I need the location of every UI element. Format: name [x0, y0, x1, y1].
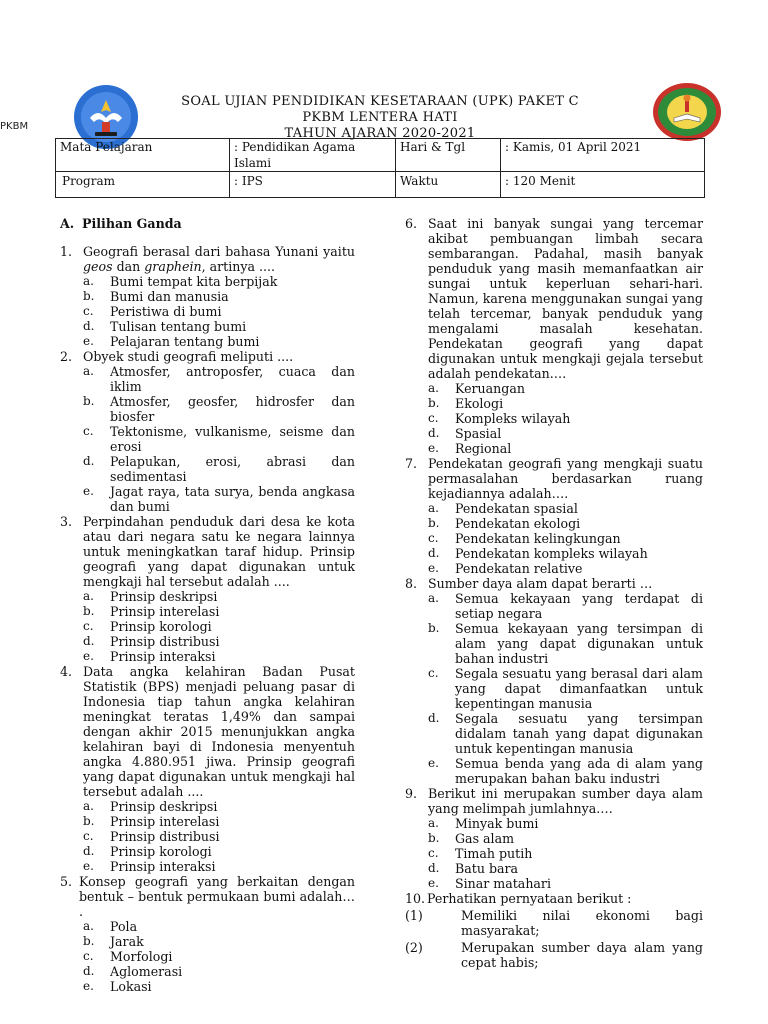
- question-9: [405, 786, 703, 816]
- question-10: [405, 891, 703, 906]
- question-2: [60, 349, 355, 364]
- option-d: d. Prinsip korologi: [83, 844, 212, 859]
- option-b: b. Prinsip interelasi: [83, 814, 220, 829]
- question-number: 2.: [60, 349, 73, 364]
- question-number: 3.: [60, 514, 73, 529]
- option-b: b. Ekologi: [428, 396, 504, 411]
- option-c: c. Prinsip korologi: [83, 619, 212, 634]
- subject-label: Mata Pelajaran: [56, 139, 230, 172]
- options-5: [60, 919, 355, 994]
- question-number: 9.: [405, 786, 418, 801]
- option-a: a. Prinsip deskripsi: [83, 799, 218, 814]
- options-1: [60, 274, 355, 349]
- pkbm-lentera-hati-logo: [652, 82, 722, 142]
- option-c: c. Kompleks wilayah: [428, 411, 571, 426]
- question-number: 6.: [405, 216, 418, 231]
- exam-header: [140, 94, 620, 142]
- header-year: TAHUN AJARAN 2020-2021: [284, 126, 476, 141]
- options-2: [60, 364, 355, 514]
- statement-2: (2) Merupakan sumber daya alam yang cepat habis;: [405, 940, 703, 970]
- header-title: SOAL UJIAN PENDIDIKAN KESETARAAN (UPK) PAKET C: [181, 94, 579, 109]
- options-9: [405, 816, 703, 891]
- subject-value: : Pendidikan Agama Islami: [230, 139, 396, 172]
- option-b: b. Jarak: [83, 934, 144, 949]
- questions-left-column: [60, 216, 355, 994]
- day-value: : Kamis, 01 April 2021: [501, 139, 705, 172]
- option-d: d. Tulisan tentang bumi: [83, 319, 247, 334]
- option-b: b. Semua kekayaan yang tersimpan di alam yang dapat digunakan untuk bahan industri: [428, 621, 703, 666]
- question-3: [60, 514, 355, 589]
- question-8: [405, 576, 703, 591]
- time-value: : 120 Menit: [501, 172, 705, 198]
- question-text: Data angka kelahiran Badan Pusat Statistik (BPS) menjadi peluang pasar di Indonesia tiap tahun angka kelahiran meningkat teratas 1,49% dan sampai dengan akhir 2015 menunjukkan angka kelahiran bayi di Indonesia menyentuh angka 4.880.951 jiwa. Prinsip geografi yang dapat digunakan untuk mengkaji hal tersebut adalah ....: [83, 664, 355, 799]
- option-e: e. Prinsip interaksi: [83, 859, 216, 874]
- time-label: Waktu: [396, 172, 501, 198]
- section-title: [60, 216, 355, 231]
- options-6: [405, 381, 703, 456]
- section-name: Pilihan Ganda: [82, 216, 182, 231]
- question-number: 10.: [405, 891, 426, 906]
- question-text: Berikut ini merupakan sumber daya alam yang melimpah jumlahnya.…: [428, 786, 703, 816]
- option-d: d. Pendekatan kompleks wilayah: [428, 546, 648, 561]
- option-c: c. Morfologi: [83, 949, 173, 964]
- option-e: e. Jagat raya, tata surya, benda angkasa dan bumi: [83, 484, 355, 514]
- question-1: [60, 244, 355, 274]
- options-7: [405, 501, 703, 576]
- option-a: a. Minyak bumi: [428, 816, 539, 831]
- option-e: e. Pelajaran tentang bumi: [83, 334, 260, 349]
- option-a: a. Bumi tempat kita berpijak: [83, 274, 278, 289]
- options-3: [60, 589, 355, 664]
- question-6: [405, 216, 703, 381]
- option-a: a. Pola: [83, 919, 138, 934]
- option-a: a. Prinsip deskripsi: [83, 589, 218, 604]
- option-a: a. Keruangan: [428, 381, 525, 396]
- option-d: d. Segala sesuatu yang tersimpan didalam tanah yang dapat digunakan untuk kepentingan manusia: [428, 711, 703, 756]
- question-number: 7.: [405, 456, 418, 471]
- question-text: Konsep geografi yang berkaitan dengan bentuk – bentuk permukaan bumi adalah… .: [79, 874, 355, 919]
- option-e: e. Semua benda yang ada di alam yang merupakan bahan baku industri: [428, 756, 703, 786]
- question-text: Geografi berasal dari bahasa Yunani yaitu geos dan graphein, artinya ....: [83, 244, 355, 274]
- exam-info-table: [55, 138, 705, 198]
- header-institution: PKBM LENTERA HATI: [302, 110, 458, 125]
- option-b: b. Gas alam: [428, 831, 515, 846]
- option-c: c. Segala sesuatu yang berasal dari alam yang dapat dimanfaatkan untuk kepentingan manusia: [428, 666, 703, 711]
- statement-1: (1) Memiliki nilai ekonomi bagi masyarakat;: [405, 908, 703, 938]
- option-a: a. Semua kekayaan yang terdapat di setiap negara: [428, 591, 703, 621]
- option-c: c. Timah putih: [428, 846, 533, 861]
- option-a: a. Atmosfer, antroposfer, cuaca dan iklim: [83, 364, 355, 394]
- option-b: b. Bumi dan manusia: [83, 289, 229, 304]
- question-4: [60, 664, 355, 799]
- section-letter: A.: [60, 216, 75, 231]
- info-row: [56, 139, 705, 172]
- option-e: e. Regional: [428, 441, 512, 456]
- option-a: a. Pendekatan spasial: [428, 501, 578, 516]
- option-d: d. Spasial: [428, 426, 502, 441]
- option-d: d. Pelapukan, erosi, abrasi dan sedimentasi: [83, 454, 355, 484]
- question-text: Pendekatan geografi yang mengkaji suatu permasalahan berdasarkan ruang kejadiannya adalah….: [428, 456, 703, 501]
- question-text: Perhatikan pernyataan berikut :: [427, 891, 632, 906]
- option-e: e. Sinar matahari: [428, 876, 551, 891]
- question-text: Sumber daya alam dapat berarti …: [428, 576, 653, 591]
- option-c: c. Prinsip distribusi: [83, 829, 220, 844]
- question-text: Perpindahan penduduk dari desa ke kota atau dari negara satu ke negara lainnya untuk meningkatkan taraf hidup. Prinsip geografi yang dapat digunakan untuk mengkaji hal tersebut adalah ....: [83, 514, 355, 589]
- option-b: b. Pendekatan ekologi: [428, 516, 581, 531]
- question-number: 5.: [60, 874, 73, 889]
- option-e: e. Prinsip interaksi: [83, 649, 216, 664]
- option-b: b. Atmosfer, geosfer, hidrosfer dan biosfer: [83, 394, 355, 424]
- day-label: Hari & Tgl: [396, 139, 501, 172]
- questions-right-column: [405, 216, 703, 970]
- program-label: Program: [56, 172, 230, 198]
- option-c: c. Peristiwa di bumi: [83, 304, 222, 319]
- question-number: 1.: [60, 244, 73, 259]
- question-5: [60, 874, 355, 919]
- options-4: [60, 799, 355, 874]
- option-e: e. Lokasi: [83, 979, 152, 994]
- option-c: c. Tektonisme, vulkanisme, seisme dan erosi: [83, 424, 355, 454]
- question-number: 8.: [405, 576, 418, 591]
- option-c: c. Pendekatan kelingkungan: [428, 531, 621, 546]
- program-value: : IPS: [230, 172, 396, 198]
- question-7: [405, 456, 703, 501]
- question-text: Obyek studi geografi meliputi ....: [83, 349, 294, 364]
- option-d: d. Prinsip distribusi: [83, 634, 220, 649]
- info-row: [56, 172, 705, 198]
- option-d: d. Batu bara: [428, 861, 519, 876]
- option-e: e. Pendekatan relative: [428, 561, 583, 576]
- option-d: d. Aglomerasi: [83, 964, 183, 979]
- question-number: 4.: [60, 664, 73, 679]
- options-8: [405, 591, 703, 786]
- pkbm-side-label: PKBM: [0, 121, 29, 132]
- question-text: Saat ini banyak sungai yang tercemar akibat pembuangan limbah secara sembarangan. Padahal, masih banyak penduduk yang masih memanfaatkan air sungai untuk keperluan sehari-hari. Namun, karena menggunakan sungai yang telah tercemar, banyak penduduk yang mengalami masalah kesehatan. Pendekatan geografi yang dapat digunakan untuk mengkaji gejala tersebut adalah pendekatan.…: [428, 216, 703, 381]
- option-b: b. Prinsip interelasi: [83, 604, 220, 619]
